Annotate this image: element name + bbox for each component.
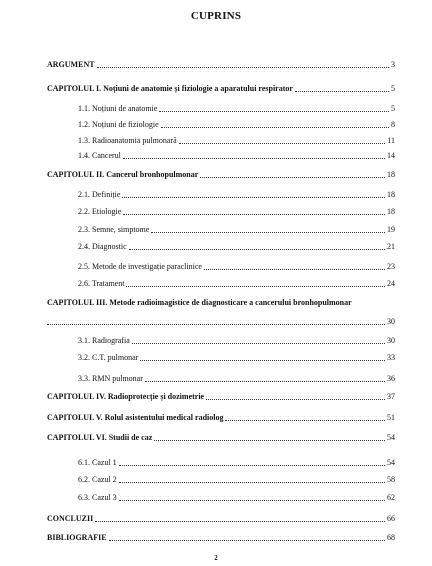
toc-entry-section[interactable] — [78, 104, 395, 114]
toc-entry-section[interactable] — [78, 458, 395, 468]
dot-leader — [119, 481, 385, 483]
toc-entry-section[interactable] — [78, 136, 395, 146]
toc-entry-chapter[interactable] — [47, 433, 395, 443]
toc-entry-page: 36 — [387, 374, 395, 383]
dot-leader — [295, 90, 389, 92]
toc-entry-section[interactable] — [78, 242, 395, 252]
toc-entry-label: 1.4. Cancerul — [78, 151, 121, 160]
toc-entry-page: 18 — [387, 170, 395, 179]
dot-leader — [159, 110, 389, 112]
toc-entry-chapter[interactable] — [47, 170, 395, 180]
toc-entry-page: 62 — [387, 493, 395, 502]
toc-entry-label: CAPITOLUL VI. Studii de caz — [47, 433, 153, 442]
toc-entry-label: BIBLIOGRAFIE — [47, 533, 107, 542]
dot-leader — [119, 464, 385, 466]
toc-entry-label: CAPITOLUL IV. Radioprotecție și dozimetrie — [47, 392, 205, 401]
toc-entry-page: 21 — [387, 242, 395, 251]
toc-entry-section[interactable] — [78, 353, 395, 363]
toc-entry-page: 5 — [391, 84, 395, 93]
dot-leader — [225, 419, 385, 421]
toc-entry-section[interactable] — [78, 493, 395, 503]
toc-entry-section[interactable] — [78, 151, 395, 161]
toc-entry-page: 51 — [387, 413, 395, 422]
toc-entry-label: 3.1. Radiografia — [78, 336, 130, 345]
toc-entry-page: 8 — [391, 120, 395, 129]
toc-entry-label: ARGUMENT — [47, 60, 95, 69]
toc-entry-page: 54 — [387, 458, 395, 467]
toc-entry-label: 3.3. RMN pulmonar — [78, 374, 143, 383]
dot-leader — [95, 520, 385, 522]
dot-leader — [161, 126, 389, 128]
toc-entry-section[interactable] — [78, 262, 395, 272]
toc-entry-section[interactable] — [78, 475, 395, 485]
dot-leader — [109, 539, 385, 541]
dot-leader — [204, 268, 385, 270]
toc-entry-page: 58 — [387, 475, 395, 484]
toc-entry-label: 1.3. Radioanatomia pulmonară — [78, 136, 177, 145]
toc-entry-section[interactable] — [78, 190, 395, 200]
dot-leader — [126, 285, 385, 287]
toc-entry-section[interactable] — [78, 279, 395, 289]
toc-entry-label: 2.1. Definiție — [78, 190, 121, 199]
toc-entry-chapter[interactable] — [47, 413, 395, 423]
toc-entry-label: 2.5. Metode de investigație paraclinice — [78, 262, 202, 271]
toc-entry-label: CAPITOLUL III. Metode radioimagistice de diagnosticare a cancerului bronhopulmonar — [47, 298, 352, 307]
toc-entry-label: 2.6. Tratament — [78, 279, 125, 288]
toc-entry-page: 18 — [387, 190, 395, 199]
toc-entry-chapter[interactable] — [47, 392, 395, 402]
dot-leader — [154, 439, 385, 441]
toc-entry-section[interactable] — [78, 336, 395, 346]
toc-entry-label: 1.2. Noțiuni de fiziologie — [78, 120, 159, 129]
dot-leader — [132, 342, 385, 344]
toc-entry-section[interactable] — [78, 374, 395, 384]
toc-entry-page: 66 — [387, 514, 395, 523]
dot-leader — [119, 499, 385, 501]
toc-entry-page: 23 — [387, 262, 395, 271]
toc-entry-chapter[interactable] — [47, 60, 395, 70]
dot-leader — [123, 157, 385, 159]
toc-entry-section[interactable] — [78, 225, 395, 235]
dot-leader — [206, 398, 385, 400]
toc-entry-label: 6.3. Cazul 3 — [78, 493, 117, 502]
toc-entry-label: CAPITOLUL I. Noțiuni de anatomie și fiziologie a aparatului respirator — [47, 84, 293, 93]
toc-entry-label: 6.2. Cazul 2 — [78, 475, 117, 484]
toc-entry-label: CAPITOLUL V. Rolul asistentului medical radiolog — [47, 413, 224, 422]
toc-entry-label: 2.3. Semne, simptome — [78, 225, 150, 234]
toc-entry-chapter[interactable] — [47, 84, 395, 94]
toc-entry-label: CAPITOLUL II. Cancerul bronhopulmonar — [47, 170, 199, 179]
toc-entry-chapter[interactable] — [47, 317, 395, 327]
toc-entry-section[interactable] — [78, 120, 395, 130]
toc-entry-page: 54 — [387, 433, 395, 442]
dot-leader — [47, 323, 385, 325]
dot-leader — [151, 231, 385, 233]
toc-entry-page: 37 — [387, 392, 395, 401]
toc-entry-chapter[interactable] — [47, 514, 395, 524]
toc-entry-page: 68 — [387, 533, 395, 542]
dot-leader — [129, 248, 385, 250]
dot-leader — [200, 176, 385, 178]
toc-entry-page: 3 — [391, 60, 395, 69]
page-number: 2 — [214, 554, 218, 562]
dot-leader — [97, 66, 389, 68]
toc-entry-page: 14 — [387, 151, 395, 160]
toc-entry-page: 18 — [387, 207, 395, 216]
toc-entry-page: 11 — [387, 136, 395, 145]
toc-entry-chapter[interactable] — [47, 533, 395, 543]
dot-leader — [145, 380, 385, 382]
toc-entry-page: 5 — [391, 104, 395, 113]
toc-entry-page: 24 — [387, 279, 395, 288]
dot-leader — [123, 213, 385, 215]
toc-entry-page: 19 — [387, 225, 395, 234]
toc-entry-label: 2.2. Etiologie — [78, 207, 122, 216]
dot-leader — [122, 196, 385, 198]
toc-entry-section[interactable] — [78, 207, 395, 217]
page-title: CUPRINS — [190, 10, 242, 22]
toc-entry-label: 2.4. Diagnostic — [78, 242, 127, 251]
toc-entry-label: CONCLUZII — [47, 514, 94, 523]
dot-leader — [140, 359, 385, 361]
toc-entry-label: 1.1. Noțiuni de anatomie — [78, 104, 158, 113]
toc-entry-label: 3.2. C.T. pulmonar — [78, 353, 139, 362]
toc-entry-label: 6.1. Cazul 1 — [78, 458, 117, 467]
toc-entry-page: 30 — [387, 336, 395, 345]
dot-leader — [179, 142, 386, 144]
toc-entry-page: 30 — [387, 317, 395, 326]
toc-entry-page: 33 — [387, 353, 395, 362]
